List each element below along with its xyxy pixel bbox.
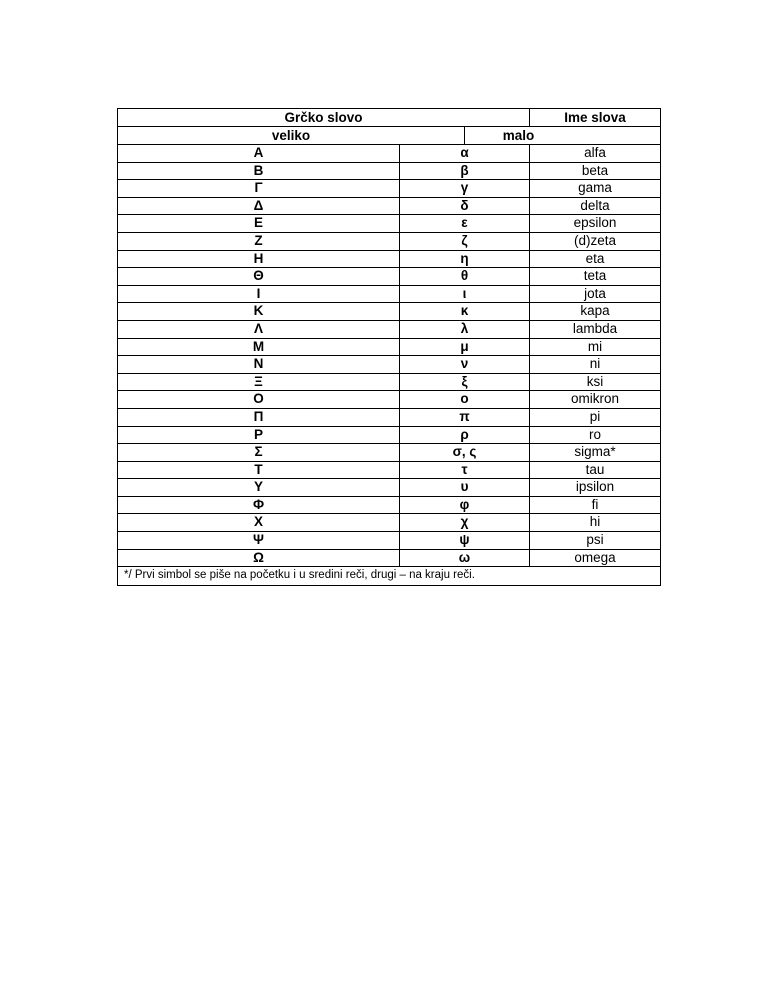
letter-name-cell: tau <box>585 461 605 477</box>
table-row <box>118 163 660 181</box>
lowercase-letter-cell: υ <box>400 479 530 496</box>
table-subheader-row <box>118 127 660 145</box>
lowercase-letter-cell: ε <box>400 215 530 232</box>
lowercase-letter-cell: φ <box>400 497 530 514</box>
table-row <box>118 180 660 198</box>
letter-name-cell: ksi <box>586 373 604 389</box>
uppercase-letter-cell: Υ <box>118 479 400 496</box>
lowercase-letter-cell: γ <box>400 180 530 197</box>
lowercase-letter-cell: μ <box>400 339 530 356</box>
uppercase-letter-cell: Ν <box>118 356 400 373</box>
lowercase-letter-cell: β <box>400 163 530 180</box>
uppercase-letter-cell: Φ <box>118 497 400 514</box>
letter-name-cell: omikron <box>570 391 619 407</box>
uppercase-letter-cell: Μ <box>118 339 400 356</box>
table-row <box>118 374 660 392</box>
table-row <box>118 286 660 304</box>
uppercase-letter-cell: Α <box>118 145 400 162</box>
table-row <box>118 409 660 427</box>
table-header-row <box>118 109 660 127</box>
uppercase-letter-cell: Χ <box>118 514 400 531</box>
uppercase-letter-cell: Ο <box>118 391 400 408</box>
letter-name-cell: mi <box>587 338 603 354</box>
letter-name-cell: epsilon <box>573 215 617 231</box>
header-letter-name: Ime slova <box>564 110 626 125</box>
uppercase-letter-cell: Ω <box>118 550 400 567</box>
lowercase-letter-cell: τ <box>400 462 530 479</box>
table-row <box>118 356 660 374</box>
table-row <box>118 215 660 233</box>
lowercase-letter-cell: χ <box>400 514 530 531</box>
letter-name-cell: gama <box>578 180 612 196</box>
table-row <box>118 303 660 321</box>
letter-name-cell: lambda <box>572 320 618 336</box>
lowercase-letter-cell: ζ <box>400 233 530 250</box>
lowercase-letter-cell: σ, ς <box>400 444 530 461</box>
letter-name-cell: hi <box>589 514 601 530</box>
letter-name-cell: delta <box>580 197 610 213</box>
letter-name-cell: jota <box>584 285 606 301</box>
uppercase-letter-cell: Σ <box>118 444 400 461</box>
uppercase-letter-cell: Δ <box>118 198 400 215</box>
table-row <box>118 321 660 339</box>
letter-name-cell: ro <box>588 426 601 442</box>
table-row <box>118 268 660 286</box>
letter-name-cell: omega <box>574 549 616 565</box>
letter-name-cell: eta <box>585 250 605 266</box>
table-row <box>118 479 660 497</box>
letter-name-cell: ipsilon <box>575 479 615 495</box>
uppercase-letter-cell: Β <box>118 163 400 180</box>
table-row <box>118 444 660 462</box>
letter-name-cell: pi <box>589 408 601 424</box>
greek-alphabet-table <box>117 108 661 586</box>
letter-name-cell: teta <box>583 268 607 284</box>
lowercase-letter-cell: δ <box>400 198 530 215</box>
lowercase-letter-cell: ω <box>400 550 530 567</box>
uppercase-letter-cell: Π <box>118 409 400 426</box>
lowercase-letter-cell: ψ <box>400 532 530 549</box>
letter-name-cell: alfa <box>584 145 606 160</box>
table-row <box>118 497 660 515</box>
table-row <box>118 427 660 445</box>
lowercase-letter-cell: λ <box>400 321 530 338</box>
letter-name-cell: beta <box>581 162 609 178</box>
table-row <box>118 339 660 357</box>
table-row <box>118 251 660 269</box>
letter-name-cell: sigma* <box>574 444 616 460</box>
uppercase-letter-cell: Ι <box>118 286 400 303</box>
table-row <box>118 198 660 216</box>
uppercase-letter-cell: Ξ <box>118 374 400 391</box>
lowercase-letter-cell: ι <box>400 286 530 303</box>
uppercase-letter-cell: Ε <box>118 215 400 232</box>
table-row <box>118 145 660 163</box>
uppercase-letter-cell: Θ <box>118 268 400 285</box>
letter-name-cell: ni <box>589 356 601 372</box>
uppercase-letter-cell: Γ <box>118 180 400 197</box>
lowercase-letter-cell: π <box>400 409 530 426</box>
letter-name-cell: psi <box>586 532 604 548</box>
table-row <box>118 391 660 409</box>
table-row <box>118 532 660 550</box>
footnote: */ Prvi simbol se piše na početku i u sredini reči, drugi – na kraju reči. <box>124 569 475 582</box>
letter-name-cell: kapa <box>580 303 610 319</box>
uppercase-letter-cell: Τ <box>118 462 400 479</box>
uppercase-letter-cell: Ρ <box>118 427 400 444</box>
header-greek-letter: Grčko slovo <box>118 109 530 126</box>
letter-name-cell: (d)zeta <box>573 232 617 248</box>
lowercase-letter-cell: ρ <box>400 427 530 444</box>
table-row <box>118 514 660 532</box>
table-row <box>118 233 660 251</box>
lowercase-letter-cell: η <box>400 251 530 268</box>
lowercase-letter-cell: κ <box>400 303 530 320</box>
uppercase-letter-cell: Κ <box>118 303 400 320</box>
lowercase-letter-cell: α <box>400 145 530 162</box>
lowercase-letter-cell: ν <box>400 356 530 373</box>
uppercase-letter-cell: Ζ <box>118 233 400 250</box>
table-row <box>118 462 660 480</box>
letter-name-cell: fi <box>591 496 599 512</box>
uppercase-letter-cell: Ψ <box>118 532 400 549</box>
lowercase-letter-cell: θ <box>400 268 530 285</box>
lowercase-letter-cell: ξ <box>400 374 530 391</box>
header-lowercase: malo <box>502 128 535 143</box>
lowercase-letter-cell: ο <box>400 391 530 408</box>
table-body <box>118 145 660 567</box>
uppercase-letter-cell: Η <box>118 251 400 268</box>
header-uppercase: veliko <box>118 127 465 144</box>
uppercase-letter-cell: Λ <box>118 321 400 338</box>
table-row <box>118 550 660 568</box>
